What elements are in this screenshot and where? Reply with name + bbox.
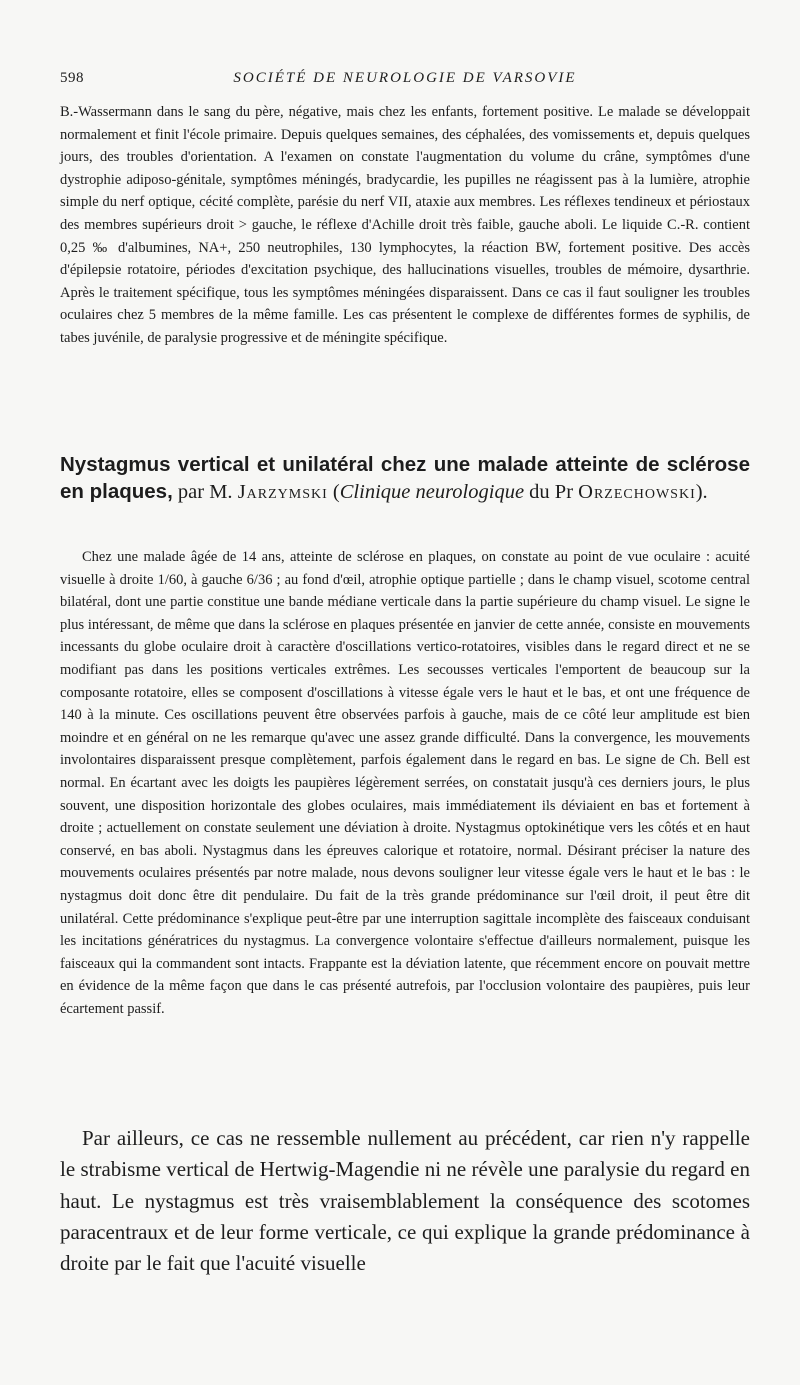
running-title: SOCIÉTÉ DE NEUROLOGIE DE VARSOVIE [233, 70, 577, 86]
article-author: Jarzymski [237, 480, 328, 503]
paragraph-case-continuation: B.-Wassermann dans le sang du père, négative, mais chez les enfants, fortement positive. Le malade se développait normalement et finit l'école primaire. Depuis quelques semaines, des céphalées, des vomissements et, depuis quelques jours, des troubles d'orientation. A l'examen on constate l'augmentation du volume du crâne, symptômes d'une dystrophie adiposo-génitale, symptômes méningés, bradycardie, les pupilles ne réagissent pas à la lumière, atrophie simple du nerf optique, cécité complète, parésie du nerf VII, ataxie aux membres. Les réflexes tendineux et périostaux des membres supérieurs droit > gauche, le réflexe d'Achille droit très faible, gauche aboli. Le liquide C.-R. contient 0,25 ‰ d'albumines, NA+, 250 neutrophiles, 130 lymphocytes, la réaction BW, fortement positive. Des accès d'épilepsie rotatoire, périodes d'excitation psychique, des hallucinations visuelles, troubles de mémoire, dysarthrie. Après le traitement spécifique, tous les symptômes méningées disparaissent. Dans ce cas il faut souligner les troubles oculaires chez 5 membres de la même famille. Les cas présentent le complexe de différentes formes de syphilis, de tabes juvénile, de paralysie progressive et de méningite spécifique. [60, 104, 750, 346]
article-clinic: Clinique neurologique [339, 480, 525, 503]
article-title: Nystagmus vertical et unilatéral chez une malade atteinte de sclérose en plaques, [60, 453, 750, 503]
paragraph-nystagmus-case: Chez une malade âgée de 14 ans, atteinte de sclérose en plaques, on constate au point de vue oculaire : acuité visuelle à droite 1/60, à gauche 6/36 ; au fond d'œil, atrophie optique partielle ; dans le champ visuel, scotome central bilatéral, dont une partie constitue une bande médiane verticale dans la partie supérieure du champ visuel. Le signe le plus intéressant, de même que dans la sclérose en plaques présentée en janvier de cette année, consiste en mouvements incessants du globe oculaire droit à caractère d'oscillations vertico-rotatoires, visibles dans le regard direct et ne se modifiant pas dans les positions verticales extrêmes. Les secousses verticales l'emportent de beaucoup sur la composante rotatoire, elles se composent d'oscillations à vitesse égale vers le haut et le bas, et ont une fréquence de 140 à la minute. Ces oscillations peuvent être observées parfois à gauche, mais de ce côté leur amplitude est bien moindre et en général on ne les remarque qu'avec une assez grande difficulté. Dans la convergence, les mouvements involontaires disparaissent presque complètement, parfois également dans le regard en bas. Le signe de Ch. Bell est normal. En écartant avec les doigts les paupières légèrement serrées, on constatait jusqu'à ces derniers jours, le plus souvent, une disposition horizontale des globes oculaires, mais immédiatement ils déviaient en bas et fortement à droite ; actuellement on constate seulement une déviation à droite. Nystagmus optokinétique vers les côtés et en haut conservé, en bas aboli. Nystagmus dans les épreuves calorique et rotatoire, normal. Désirant préciser la nature des mouvements oculaires présentés par notre malade, nous devons souligner leur vitesse égale vers le haut et le bas : le nystagmus doit donc être dit pendulaire. Du fait de la très grande prédominance sur l'œil droit, il peut être dit unilatéral. Cette prédominance s'explique peut-être par une interruption sagittale incomplète des faisceaux conduisant les incitations génératrices du nystagmus. La convergence volontaire s'effectue d'ailleurs normalement, puisque les faisceaux qui la commandent sont intacts. Frappante est la déviation latente, que récemment encore on pouvait mettre en évidence de la même façon que dans le cas présenté autrefois, par l'occlusion volontaire des paupières, puis leur écartement passif. [60, 549, 750, 1017]
article-prof-name: Orzechowski [578, 480, 696, 503]
article-paren-close: ). [695, 480, 708, 503]
article-prof: Pr [554, 480, 579, 503]
article-du: du [524, 480, 550, 503]
article-by: par M. [172, 480, 238, 503]
paragraph-discussion: Par ailleurs, ce cas ne ressemble nullement au précédent, car rien n'y rappelle le strabisme vertical de Hertwig-Magendie ni ne révèle une paralysie du regard en haut. Le nystagmus est très vraisemblablement la conséquence des scotomes paracentraux et de leur forme verticale, ce qui explique la grande prédominance à droite par le fait que l'acuité visuelle [60, 1126, 750, 1276]
page-number: 598 [60, 70, 84, 86]
page-header [60, 70, 750, 92]
article-heading [60, 452, 750, 505]
article-paren-open: ( [327, 480, 340, 503]
